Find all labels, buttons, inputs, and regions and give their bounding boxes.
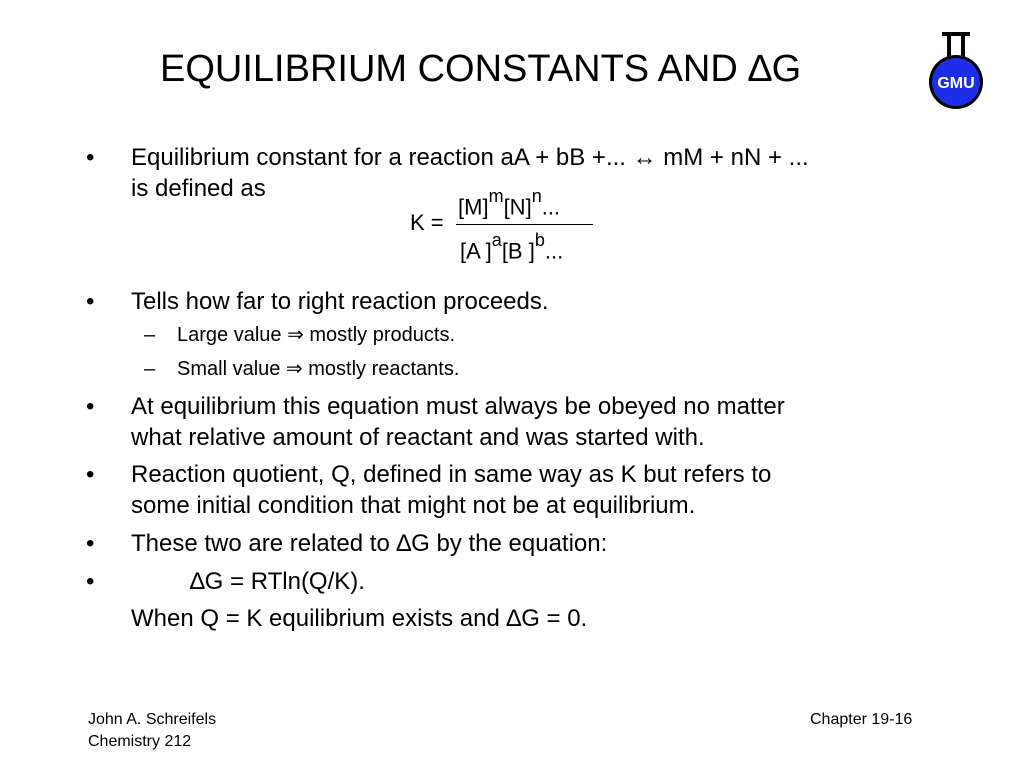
formula-exponent: n [531,186,542,206]
formula-term: [B ] [501,238,535,264]
conclusion-text: When Q = K equilibrium exists and ∆G = 0. [131,605,588,632]
gmu-flask-logo [924,28,992,112]
bullet-text-line: some initial condition that might not be at equilibrium. [131,492,696,519]
bullet-text-line: These two are related to ∆G by the equation: [131,530,608,557]
flask-lip [942,32,970,36]
bullet-text-line: ∆G = RTln(Q/K). [190,568,365,595]
bullet-text-line: Tells how far to right reaction proceeds. [131,288,549,315]
formula-exponent: m [488,186,504,206]
bullet-marker: • [86,568,95,595]
footer-course: Chemistry 212 [88,733,192,750]
bullet-marker: • [86,393,95,420]
formula-ellipsis: ... [541,194,561,220]
bullet-marker: • [86,461,95,488]
bullet-text-line: At equilibrium this equation must always be obeyed no matter [131,393,785,420]
slide-title: EQUILIBRIUM CONSTANTS AND ∆G [160,48,802,90]
footer-page-number: Chapter 19-16 [810,711,913,728]
bullet-text-line: Equilibrium constant for a reaction aA + bB +... ↔ mM + nN + ... [131,144,809,171]
formula-ellipsis: ... [544,238,564,264]
formula-exponent: a [491,230,502,250]
dash-marker: – [144,358,156,380]
formula-denominator [460,230,564,264]
formula-term: [N] [503,194,532,220]
bullet-marker: • [86,530,95,557]
formula-exponent: b [534,230,545,250]
bullet-text-line: what relative amount of reactant and was started with. [131,424,705,451]
formula-term: [A ] [460,238,492,264]
bullet-marker: • [86,288,95,315]
formula-numerator [458,186,561,220]
sub-bullet-text: Large value ⇒ mostly products. [177,324,455,346]
footer-author: John A. Schreifels [88,711,217,728]
formula-lhs: K = [410,210,444,235]
bullet-marker: • [86,144,95,171]
bullet-text-line: Reaction quotient, Q, defined in same way as K but refers to [131,461,772,488]
bullet-text-line: is defined as [131,175,266,202]
dash-marker: – [144,324,156,346]
formula-term: [M] [458,194,489,220]
fraction-bar [456,224,593,225]
logo-text: GMU [937,75,975,92]
sub-bullet-text: Small value ⇒ mostly reactants. [177,358,460,380]
